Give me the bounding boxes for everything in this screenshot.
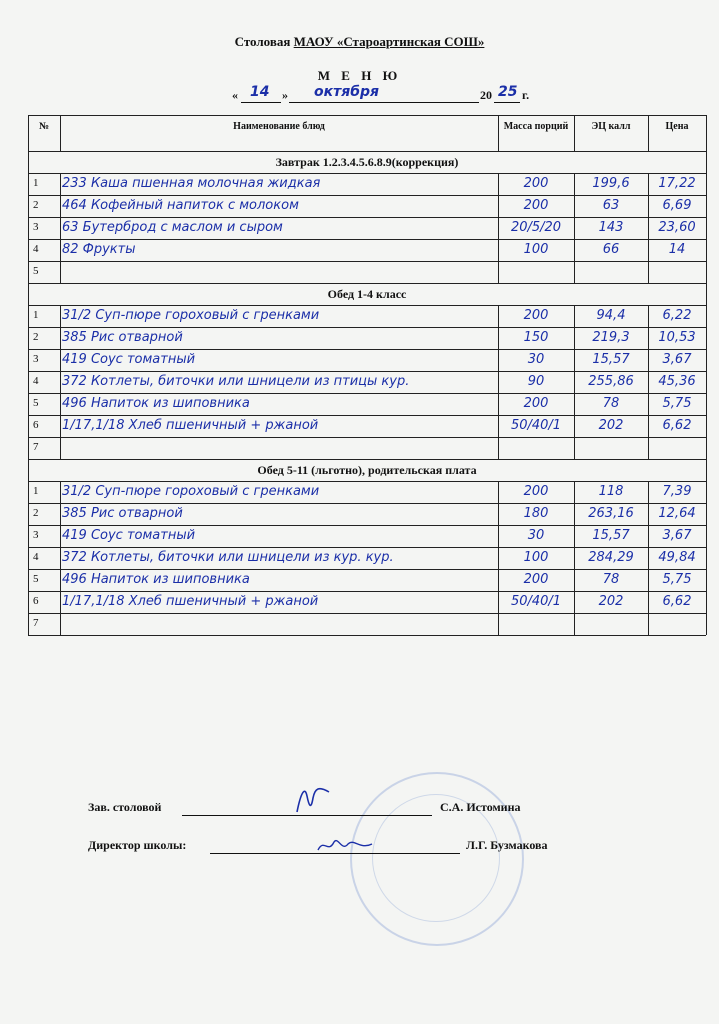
dish-name: 496 Напиток из шиповника — [62, 572, 250, 587]
date-day-line — [241, 102, 281, 103]
section-title: Обед 5-11 (льготно), родительская плата — [257, 463, 477, 477]
director-signature-row — [88, 838, 608, 853]
row-number: 5 — [33, 265, 39, 277]
school-name: МАОУ «Староартинская СОШ» — [293, 34, 485, 49]
dish-price: 6,62 — [662, 418, 692, 433]
dish-mass: 180 — [523, 506, 549, 521]
dish-name: 419 Соус томатный — [62, 352, 196, 367]
dish-name: 372 Котлеты, биточки или шницели из птицы кур. — [62, 374, 410, 389]
row-border — [28, 261, 706, 262]
column-divider — [60, 173, 61, 283]
row-number: 2 — [33, 507, 39, 519]
row-number: 6 — [33, 419, 39, 431]
section-title: Завтрак 1.2.3.4.5.6.8.9(коррекция) — [275, 155, 459, 169]
menu-date — [232, 84, 532, 104]
row-border — [28, 547, 706, 548]
dish-price: 14 — [668, 242, 686, 257]
dish-price: 23,60 — [658, 220, 696, 235]
dish-kcal: 15,57 — [592, 352, 630, 367]
dish-name: 1/17,1/18 Хлеб пшеничный + ржаной — [62, 418, 319, 433]
row-number: 1 — [33, 309, 39, 321]
dish-mass: 200 — [523, 572, 549, 587]
row-border — [28, 437, 706, 438]
dish-mass: 50/40/1 — [510, 594, 562, 609]
date-day: 14 — [250, 84, 270, 100]
menu-table — [28, 115, 706, 772]
dish-name: 63 Бутерброд с маслом и сыром — [62, 220, 283, 235]
section-border — [28, 173, 706, 174]
row-number: 2 — [33, 331, 39, 343]
row-number: 5 — [33, 397, 39, 409]
row-number: 4 — [33, 243, 39, 255]
dish-kcal: 94,4 — [596, 308, 626, 323]
row-border — [28, 393, 706, 394]
dish-price: 3,67 — [662, 352, 692, 367]
table-left-border — [28, 115, 29, 635]
row-number: 3 — [33, 353, 39, 365]
dish-price: 49,84 — [658, 550, 696, 565]
row-border — [28, 371, 706, 372]
row-border — [28, 327, 706, 328]
dish-mass: 20/5/20 — [510, 220, 562, 235]
table-header-border — [28, 151, 706, 152]
section-title: Обед 1-4 класс — [327, 287, 407, 301]
dish-kcal: 284,29 — [588, 550, 634, 565]
row-number: 3 — [33, 221, 39, 233]
col-number-header: № — [38, 121, 50, 132]
date-month: октября — [314, 84, 380, 100]
year-suffix: 25 — [498, 84, 518, 100]
dish-price: 10,53 — [658, 330, 696, 345]
column-divider — [574, 305, 575, 459]
column-divider — [60, 115, 61, 151]
column-divider — [574, 173, 575, 283]
row-number: 2 — [33, 199, 39, 211]
date-open-quote: « — [232, 88, 238, 102]
dish-mass: 200 — [523, 396, 549, 411]
dish-kcal: 263,16 — [588, 506, 634, 521]
row-border — [28, 283, 706, 284]
director-name: Л.Г. Бузмакова — [466, 838, 548, 852]
dish-name: 419 Соус томатный — [62, 528, 196, 543]
canteen-label: Столовая — [234, 34, 291, 49]
canteen-head-signature-row — [88, 800, 608, 815]
dish-kcal: 219,3 — [592, 330, 630, 345]
dish-name: 464 Кофейный напиток с молоком — [62, 198, 299, 213]
dish-name: 31/2 Суп-пюре гороховый с гренками — [62, 308, 320, 323]
dish-mass: 150 — [523, 330, 549, 345]
dish-mass: 200 — [523, 484, 549, 499]
row-number: 4 — [33, 375, 39, 387]
dish-price: 12,64 — [658, 506, 696, 521]
dish-mass: 200 — [523, 176, 549, 191]
col-dish-name-header: Наименование блюд — [233, 121, 325, 132]
year-end: г. — [522, 88, 530, 102]
canteen-header — [0, 34, 719, 50]
row-border — [28, 239, 706, 240]
dish-mass: 100 — [523, 550, 549, 565]
dish-kcal: 143 — [598, 220, 624, 235]
year-line — [494, 102, 520, 103]
dish-name: 385 Рис отварной — [62, 330, 183, 345]
dish-name: 1/17,1/18 Хлеб пшеничный + ржаной — [62, 594, 319, 609]
dish-price: 45,36 — [658, 374, 696, 389]
dish-mass: 200 — [523, 198, 549, 213]
dish-name: 82 Фрукты — [62, 242, 136, 257]
row-number: 7 — [33, 617, 39, 629]
canteen-head-signature — [293, 782, 333, 818]
row-border — [28, 217, 706, 218]
dish-kcal: 118 — [598, 484, 624, 499]
column-divider — [498, 115, 499, 151]
row-border — [28, 635, 706, 636]
dish-price: 6,69 — [662, 198, 692, 213]
table-top-border — [28, 115, 706, 116]
column-divider — [648, 305, 649, 459]
dish-kcal: 202 — [598, 418, 624, 433]
dish-kcal: 78 — [602, 396, 620, 411]
dish-name: 496 Напиток из шиповника — [62, 396, 250, 411]
dish-name: 385 Рис отварной — [62, 506, 183, 521]
dish-price: 6,62 — [662, 594, 692, 609]
row-border — [28, 591, 706, 592]
dish-kcal: 15,57 — [592, 528, 630, 543]
canteen-head-name: С.А. Истомина — [440, 800, 521, 814]
row-number: 5 — [33, 573, 39, 585]
column-divider — [574, 481, 575, 635]
column-divider — [648, 115, 649, 151]
dish-mass: 30 — [527, 528, 545, 543]
dish-kcal: 255,86 — [588, 374, 634, 389]
date-month-line — [289, 102, 479, 103]
table-right-border — [706, 115, 707, 635]
director-signature — [316, 832, 376, 858]
dish-price: 5,75 — [662, 396, 692, 411]
row-border — [28, 195, 706, 196]
row-number: 1 — [33, 177, 39, 189]
col-kcal-header: ЭЦ калл — [591, 121, 631, 132]
row-border — [28, 613, 706, 614]
row-number: 3 — [33, 529, 39, 541]
date-close-quote: » — [282, 88, 288, 102]
dish-mass: 200 — [523, 308, 549, 323]
dish-price: 5,75 — [662, 572, 692, 587]
menu-title: М Е Н Ю — [317, 68, 402, 83]
column-divider — [498, 173, 499, 283]
dish-mass: 30 — [527, 352, 545, 367]
column-divider — [648, 481, 649, 635]
column-divider — [60, 305, 61, 459]
column-divider — [648, 173, 649, 283]
director-label: Директор школы: — [88, 838, 187, 852]
dish-kcal: 63 — [602, 198, 620, 213]
row-number: 4 — [33, 551, 39, 563]
row-border — [28, 349, 706, 350]
column-divider — [498, 481, 499, 635]
dish-kcal: 202 — [598, 594, 624, 609]
row-number: 7 — [33, 441, 39, 453]
row-border — [28, 459, 706, 460]
column-divider — [574, 115, 575, 151]
row-border — [28, 415, 706, 416]
dish-price: 7,39 — [662, 484, 692, 499]
canteen-head-label: Зав. столовой — [88, 800, 162, 814]
dish-kcal: 199,6 — [592, 176, 630, 191]
year-prefix: 20 — [480, 88, 492, 102]
column-divider — [60, 481, 61, 635]
dish-price: 6,22 — [662, 308, 692, 323]
section-border — [28, 481, 706, 482]
dish-kcal: 66 — [602, 242, 620, 257]
dish-mass: 90 — [527, 374, 545, 389]
dish-name: 372 Котлеты, биточки или шницели из кур. кур. — [62, 550, 394, 565]
dish-kcal: 78 — [602, 572, 620, 587]
dish-price: 3,67 — [662, 528, 692, 543]
col-mass-header: Масса порций — [503, 121, 569, 132]
dish-name: 31/2 Суп-пюре гороховый с гренками — [62, 484, 320, 499]
row-border — [28, 503, 706, 504]
dish-price: 17,22 — [658, 176, 696, 191]
dish-name: 233 Каша пшенная молочная жидкая — [62, 176, 321, 191]
dish-mass: 100 — [523, 242, 549, 257]
row-number: 6 — [33, 595, 39, 607]
row-border — [28, 525, 706, 526]
section-border — [28, 305, 706, 306]
row-number: 1 — [33, 485, 39, 497]
col-price-header: Цена — [665, 121, 689, 132]
dish-mass: 50/40/1 — [510, 418, 562, 433]
row-border — [28, 569, 706, 570]
column-divider — [498, 305, 499, 459]
